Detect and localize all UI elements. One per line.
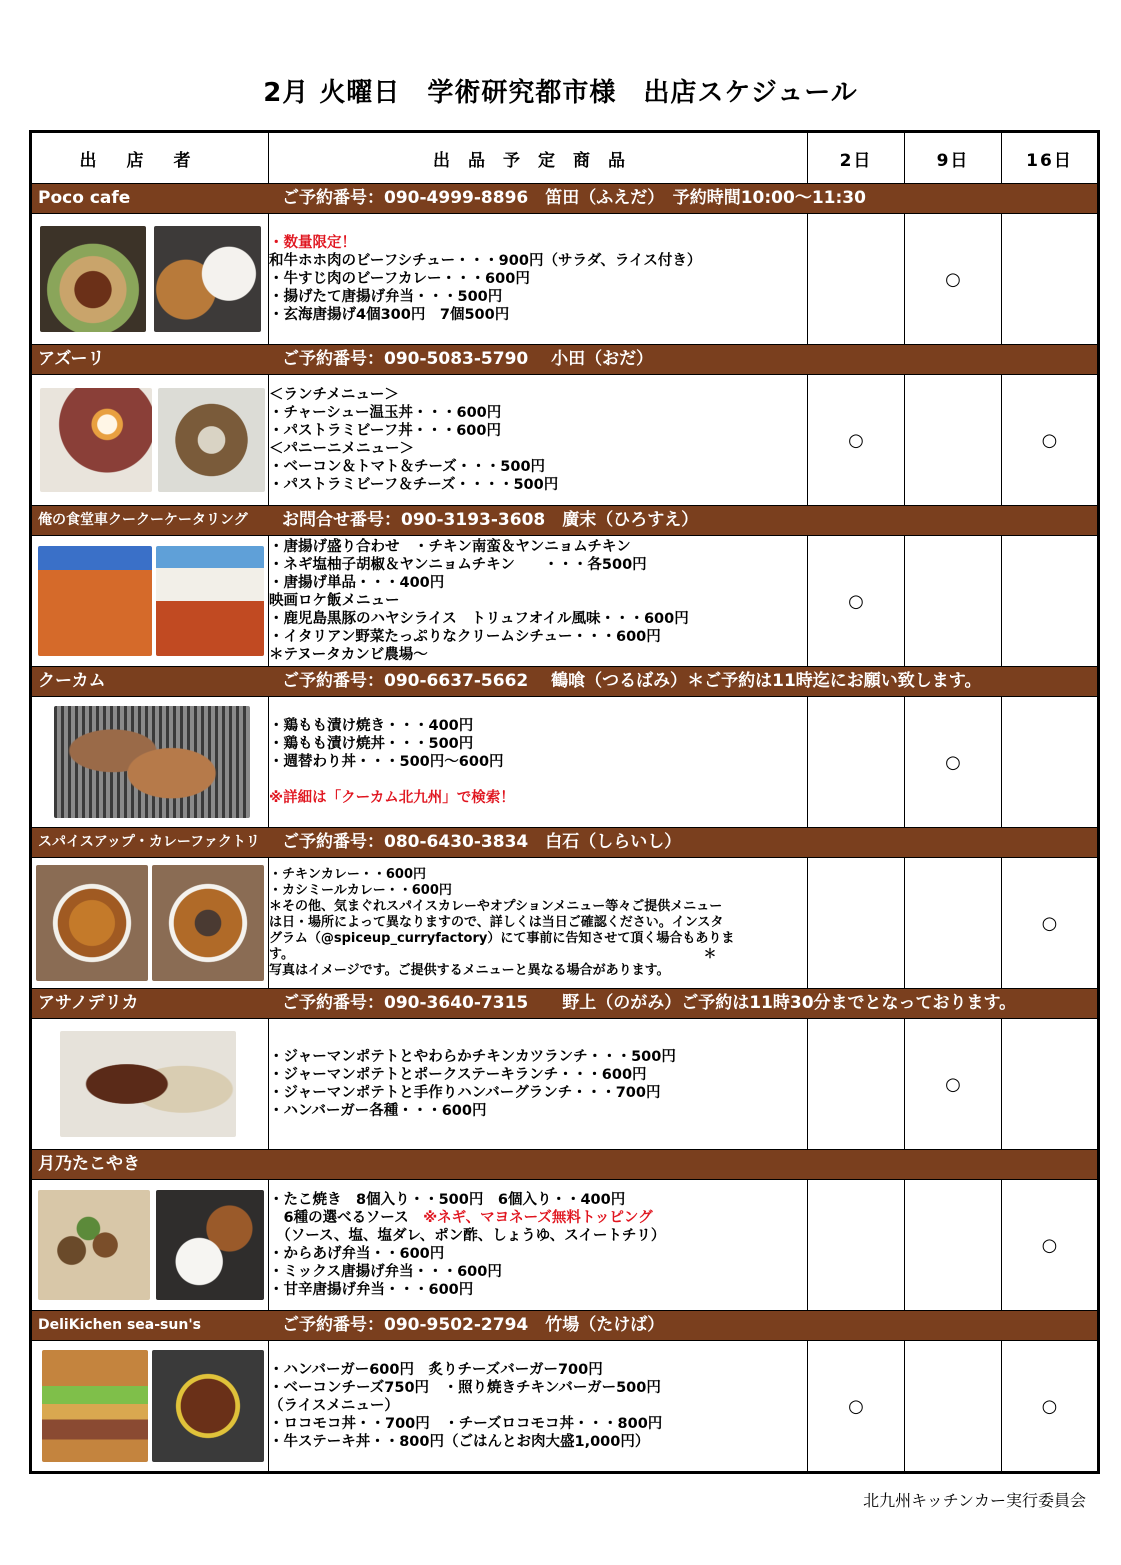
vendor-content-row: [31, 858, 1099, 989]
attendance-mark: ○: [1041, 1395, 1058, 1417]
menu-item: [269, 1227, 807, 1245]
menu-item: [269, 867, 807, 883]
schedule-cell-1: [808, 697, 905, 828]
menu-item-text: ＊テヌータカンビ農場～: [269, 647, 428, 663]
menu-item: [269, 476, 807, 494]
vendor-name: DeliKichen sea-sun's: [38, 1317, 201, 1333]
menu-item: [269, 556, 807, 574]
vendor-contact-info: ご予約番号：090-4999-8896 笛田（ふえだ） 予約時間10:00～11:30: [282, 188, 866, 208]
attendance-mark: ○: [1041, 912, 1058, 934]
menu-item: [269, 538, 807, 556]
vendor-contact-info: ご予約番号：090-9502-2794 竹場（たけば）: [282, 1315, 665, 1335]
menu-item-text: ・揚げたて唐揚げ弁当・・・500円: [269, 289, 503, 305]
menu-item-text: ・鹿児島黒豚のハヤシライス トリュフオイル風味・・・600円: [269, 611, 689, 627]
menu-item: [269, 252, 807, 270]
menu-item: [269, 1415, 807, 1433]
menu-item: [269, 947, 807, 963]
menu-item: [269, 1048, 807, 1066]
schedule-cell-3: [1002, 1180, 1099, 1311]
vendor-contact-info: ご予約番号：090-6637-5662 鶴喰（つるばみ）＊ご予約は11時迄にお願い致します。: [282, 671, 982, 691]
menu-item-text: ＜ランチメニュー＞: [269, 387, 399, 403]
attendance-mark: ○: [848, 429, 864, 451]
schedule-cell-1: [808, 536, 905, 667]
menu-item-text: ・数量限定！: [269, 235, 356, 251]
beef-bowl-photo: [40, 388, 152, 492]
menu-item-text: ・鶏もも漬け焼き・・・400円: [269, 718, 474, 734]
schedule-cell-2: [905, 214, 1002, 345]
menu-item-text: 6種の選べるソース: [269, 1210, 424, 1226]
menu-item: [269, 1361, 807, 1379]
menu-item-text: ・ジャーマンポテトとポークステーキランチ・・・600円: [269, 1067, 647, 1083]
menu-item-text: ・チキンカレー・・600円: [269, 867, 427, 882]
menu-item-text: [269, 772, 274, 788]
vendor-photos: [31, 1180, 269, 1311]
attendance-mark: ○: [1041, 429, 1058, 451]
menu-item: [269, 771, 807, 789]
schedule-cell-2: [905, 536, 1002, 667]
menu-item-text: ・唐揚げ単品・・・400円: [269, 575, 445, 591]
menu-item: [269, 1263, 807, 1281]
vendor-band-row: [31, 1150, 1099, 1180]
menu-list: [269, 214, 808, 345]
vendor-content-row: [31, 1180, 1099, 1311]
menu-item: [269, 234, 807, 252]
vegetable-curry-photo: [152, 865, 264, 981]
hamburger-photo: [42, 1350, 148, 1462]
vendor-photos: [31, 375, 269, 506]
vendor-contact-info: ご予約番号：090-5083-5790 小田（おだ）: [282, 349, 654, 369]
menu-item-text: 和牛ホホ肉のビーフシチュー・・・900円（サラダ、ライス付き）: [269, 253, 702, 269]
menu-item-text: ・鶏もも漬け焼丼・・・500円: [269, 736, 474, 752]
header-row: [31, 132, 1099, 184]
schedule-table: [29, 130, 1100, 1474]
vendor-band-row: [31, 667, 1099, 697]
attendance-mark: ○: [1041, 1234, 1058, 1256]
menu-item: [269, 422, 807, 440]
menu-item: [269, 592, 807, 610]
chicken-nanban-photo: [156, 546, 264, 656]
karaage-bento-photo: [154, 226, 261, 332]
menu-item: [269, 610, 807, 628]
menu-item-text: ・ハンバーガー600円 炙りチーズバーガー700円: [269, 1362, 603, 1378]
menu-list: [269, 1019, 808, 1150]
grilled-chicken-photo: [54, 706, 250, 818]
menu-list: [269, 536, 808, 667]
menu-item-text: は日・場所によって異なりますので、詳しくは当日ご確認ください。インスタ: [269, 915, 724, 930]
menu-item: [269, 717, 807, 735]
schedule-cell-1: [808, 214, 905, 345]
attendance-mark: ○: [945, 1073, 961, 1095]
attendance-mark: ○: [945, 751, 961, 773]
menu-item-text: ・ロコモコ丼・・700円 ・チーズロコモコ丼・・・800円: [269, 1416, 663, 1432]
schedule-cell-2: [905, 1019, 1002, 1150]
vendor-band-row: [31, 506, 1099, 536]
menu-item-text: ・玄海唐揚げ4個300円 7個500円: [269, 307, 510, 323]
schedule-cell-1: [808, 858, 905, 989]
karaage-set-photo: [38, 546, 152, 656]
menu-item: [269, 735, 807, 753]
menu-item: [269, 883, 807, 899]
menu-item: [269, 1066, 807, 1084]
menu-item: [269, 646, 807, 664]
menu-list: [269, 1341, 808, 1473]
schedule-cell-2: [905, 375, 1002, 506]
vendor-photos: [31, 536, 269, 667]
menu-item: [269, 1397, 807, 1415]
menu-item: [269, 288, 807, 306]
menu-item: [269, 1209, 807, 1227]
menu-item: [269, 1379, 807, 1397]
menu-item: [269, 386, 807, 404]
menu-item-text: す。 ＊: [269, 947, 717, 962]
menu-item: [269, 404, 807, 422]
vendor-photos: [31, 858, 269, 989]
schedule-cell-3: [1002, 1341, 1099, 1473]
menu-item: [269, 306, 807, 324]
menu-item: [269, 574, 807, 592]
schedule-cell-2: [905, 1180, 1002, 1311]
vendor-content-row: [31, 536, 1099, 667]
vendor-name: アサノデリカ: [38, 993, 139, 1013]
menu-list: [269, 858, 808, 989]
menu-item-text: ・ネギ塩柚子胡椒＆ヤンニョムチキン ・・・各500円: [269, 557, 647, 573]
menu-item-text: グラム（@spiceup_curryfactory）にて事前に告知させて頂く場合もありま: [269, 931, 735, 946]
vendor-photos: [31, 214, 269, 345]
menu-item: [269, 1245, 807, 1263]
menu-item-text: ・ジャーマンポテトと手作りハンバーグランチ・・・700円: [269, 1085, 661, 1101]
vendor-band-row: [31, 1311, 1099, 1341]
menu-item: [269, 931, 807, 947]
hamburg-lunch-photo: [60, 1031, 236, 1137]
menu-list: [269, 375, 808, 506]
menu-item-text: ・ハンバーガー各種・・・600円: [269, 1103, 487, 1119]
schedule-cell-1: [808, 375, 905, 506]
vendor-name: アズーリ: [38, 349, 105, 369]
schedule-cell-2: [905, 697, 1002, 828]
schedule-cell-3: [1002, 697, 1099, 828]
menu-item: [269, 963, 807, 979]
menu-item-text: （ライスメニュー）: [269, 1398, 399, 1414]
items-header: 出品予定商品: [269, 132, 808, 184]
vendor-photos: [31, 1341, 269, 1473]
schedule-cell-2: [905, 858, 1002, 989]
vendor-content-row: [31, 697, 1099, 828]
karaage-rice-bento-photo: [156, 1190, 264, 1300]
schedule-cell-3: [1002, 536, 1099, 667]
vendor-contact-info: お問合せ番号：090-3193-3608 廣末（ひろすえ）: [282, 510, 699, 530]
menu-item: [269, 628, 807, 646]
menu-item: [269, 1281, 807, 1299]
vendor-contact-info: ご予約番号：090-3640-7315 野上（のがみ）ご予約は11時30分までとなっております。: [282, 993, 1017, 1013]
menu-item-text: ・ジャーマンポテトとやわらかチキンカツランチ・・・500円: [269, 1049, 676, 1065]
vendor-content-row: [31, 1341, 1099, 1473]
vendor-band-row: [31, 184, 1099, 214]
menu-item: [269, 270, 807, 288]
menu-item-text: ＜パニーニメニュー＞: [269, 441, 414, 457]
menu-item-text: ・たこ焼き 8個入り・・500円 6個入り・・400円: [269, 1192, 626, 1208]
takoyaki-photo: [38, 1190, 150, 1300]
menu-item-text: 写真はイメージです。ご提供するメニューと異なる場合があります。: [269, 963, 670, 978]
vendor-content-row: [31, 375, 1099, 506]
menu-item-text: ※詳細は「クーカム北九州」で検索！: [269, 790, 515, 806]
schedule-cell-1: [808, 1019, 905, 1150]
menu-item-text: ・唐揚げ盛り合わせ ・チキン南蛮＆ヤンニョムチキン: [269, 539, 631, 555]
menu-item: [269, 1433, 807, 1451]
organizer-footer: 北九州キッチンカー実行委員会: [863, 1491, 1086, 1510]
steak-bowl-photo: [152, 1350, 264, 1462]
menu-item-text: ・チャーシュー温玉丼・・・600円: [269, 405, 502, 421]
menu-item: [269, 789, 807, 807]
menu-list: [269, 697, 808, 828]
menu-item: [269, 1191, 807, 1209]
menu-item-text: ・牛ステーキ丼・・800円（ごはんとお肉大盛1,000円）: [269, 1434, 650, 1450]
menu-item-text: ・ベーコン＆トマト＆チーズ・・・500円: [269, 459, 546, 475]
vendor-photos: [31, 1019, 269, 1150]
vendor-header: 出店者: [31, 132, 269, 184]
menu-item-text: ・ベーコンチーズ750円 ・照り焼きチキンバーガー500円: [269, 1380, 661, 1396]
date-header-3: 16日: [1002, 132, 1099, 184]
menu-list: [269, 1180, 808, 1311]
vendor-name: 月乃たこやき: [38, 1154, 140, 1174]
menu-item-text: ・カシミールカレー・・600円: [269, 883, 452, 898]
schedule-cell-3: [1002, 858, 1099, 989]
attendance-mark: ○: [848, 1395, 864, 1417]
vendor-name: スパイスアップ・カレーファクトリ: [38, 834, 260, 850]
menu-item-text: ・ミックス唐揚げ弁当・・・600円: [269, 1264, 502, 1280]
schedule-cell-3: [1002, 214, 1099, 345]
vendor-name: クーカム: [38, 671, 106, 691]
vendor-content-row: [31, 1019, 1099, 1150]
schedule-cell-1: [808, 1180, 905, 1311]
chicken-curry-photo: [36, 865, 148, 981]
date-header-1: 2日: [808, 132, 905, 184]
schedule-cell-2: [905, 1341, 1002, 1473]
menu-item: [269, 915, 807, 931]
menu-item: [269, 753, 807, 771]
page-title: 2月 火曜日 学術研究都市様 出店スケジュール: [263, 78, 858, 108]
vendor-band-row: [31, 345, 1099, 375]
chicken-bowl-photo: [158, 388, 265, 492]
date-header-2: 9日: [905, 132, 1002, 184]
menu-item-text: ＊その他、気まぐれスパイスカレーやオプションメニュー等々ご提供メニュー: [269, 899, 723, 914]
menu-item-text: ・からあげ弁当・・600円: [269, 1246, 445, 1262]
menu-item-text: ・パストラミビーフ丼・・・600円: [269, 423, 501, 439]
menu-item-note: ※ネギ、マヨネーズ無料トッピング: [423, 1210, 653, 1226]
menu-item-text: ・牛すじ肉のビーフカレー・・・600円: [269, 271, 530, 287]
attendance-mark: ○: [848, 590, 864, 612]
menu-item-text: ・イタリアン野菜たっぷりなクリームシチュー・・・600円: [269, 629, 661, 645]
menu-item: [269, 458, 807, 476]
vendor-contact-info: ご予約番号：080-6430-3834 白石（しらいし）: [282, 832, 682, 852]
menu-item-text: ・パストラミビーフ＆チーズ・・・・500円: [269, 477, 559, 493]
vendor-photos: [31, 697, 269, 828]
vendor-name: 俺の食堂車クークーケータリング: [38, 512, 248, 528]
attendance-mark: ○: [945, 268, 961, 290]
menu-item: [269, 440, 807, 458]
vendor-content-row: [31, 214, 1099, 345]
menu-item: [269, 899, 807, 915]
soup-curry-bowl-photo: [40, 226, 146, 332]
vendor-band-row: [31, 828, 1099, 858]
menu-item: [269, 1084, 807, 1102]
schedule-cell-3: [1002, 1019, 1099, 1150]
vendor-band-row: [31, 989, 1099, 1019]
menu-item-text: ・週替わり丼・・・500円～600円: [269, 754, 504, 770]
schedule-cell-1: [808, 1341, 905, 1473]
menu-item-text: ・甘辛唐揚げ弁当・・・600円: [269, 1282, 474, 1298]
vendor-name: Poco cafe: [38, 188, 131, 208]
menu-item: [269, 1102, 807, 1120]
menu-item-text: （ソース、塩、塩ダレ、ポン酢、しょうゆ、スイートチリ）: [269, 1228, 666, 1244]
menu-item-text: 映画ロケ飯メニュー: [269, 593, 400, 609]
schedule-cell-3: [1002, 375, 1099, 506]
